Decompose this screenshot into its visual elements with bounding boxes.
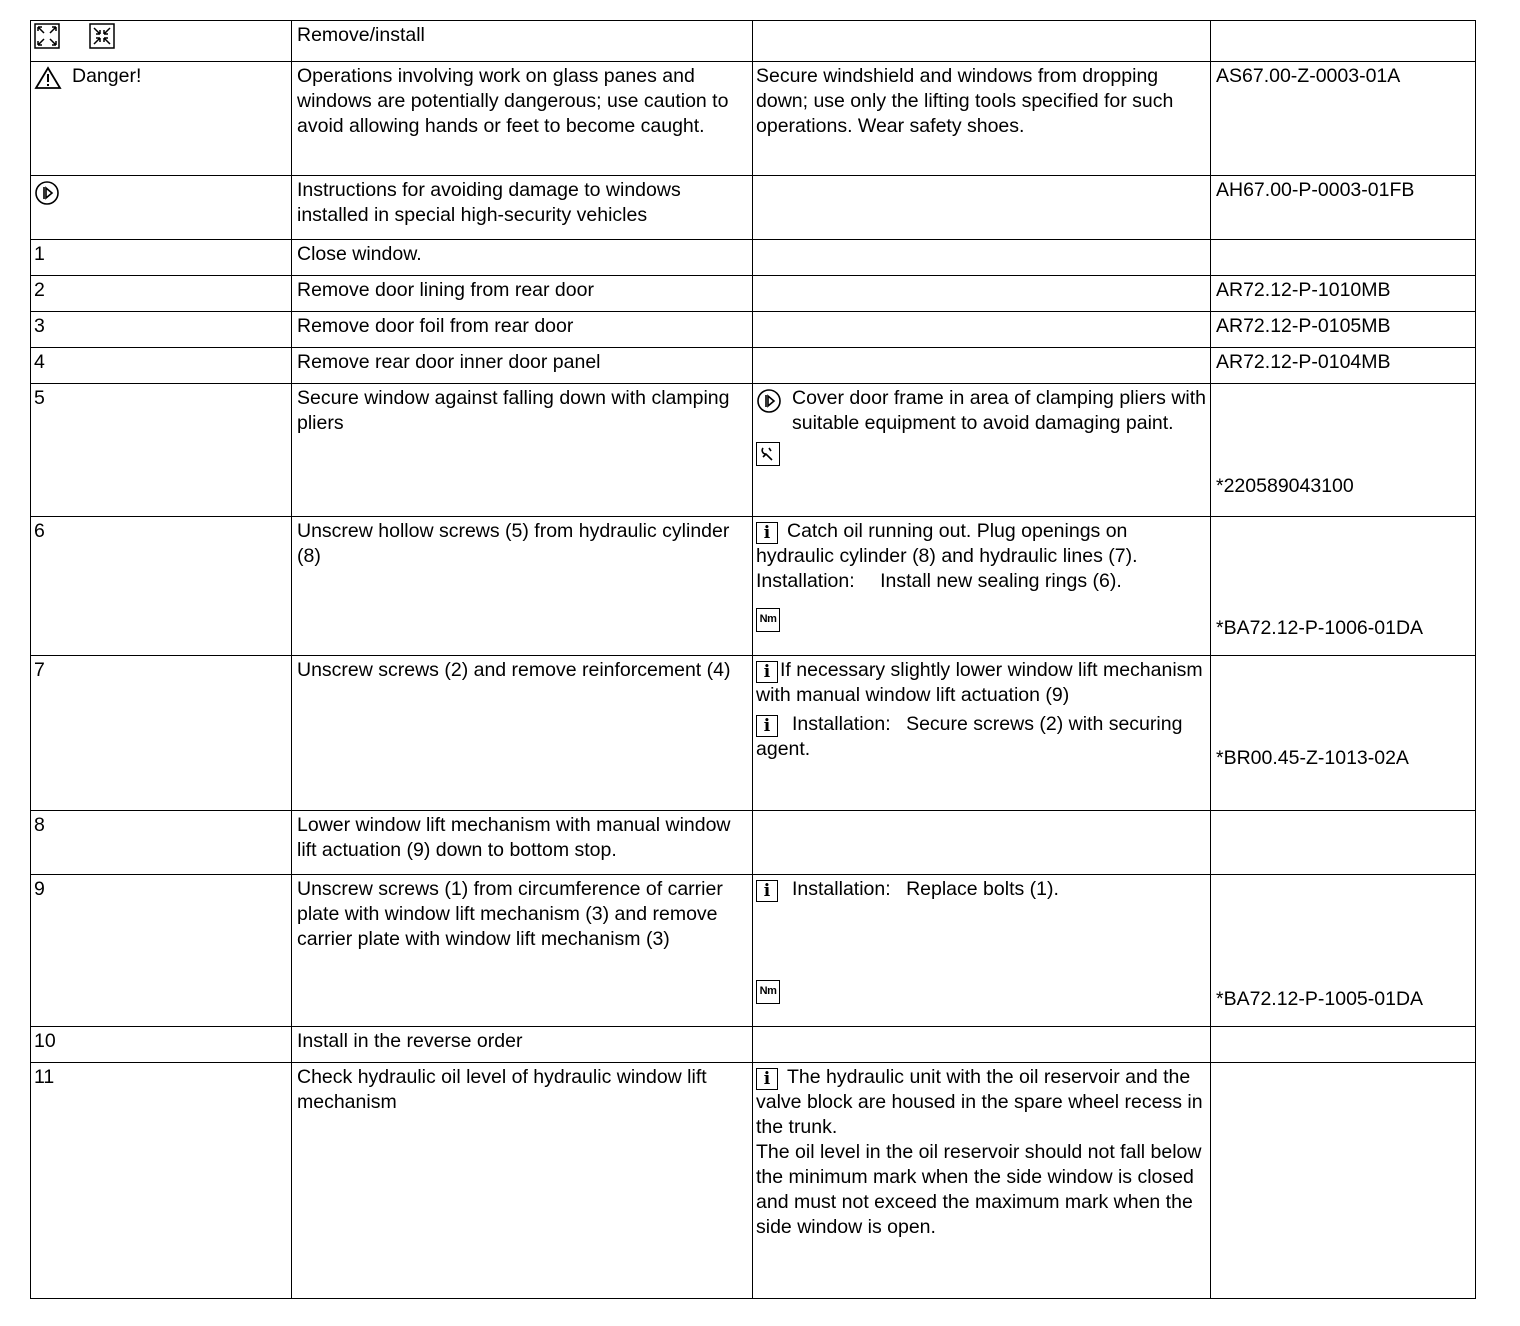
step-ref <box>1211 1027 1476 1063</box>
step-note: The hydraulic unit with the oil reservoir and the valve block are housed in the spare wheel recess in the trunk. <box>756 1066 1203 1138</box>
caution-notice-icon <box>756 388 782 414</box>
info-icon: i <box>756 1068 778 1090</box>
danger-ref: AS67.00-Z-0003-01A <box>1211 62 1476 176</box>
install-symbol-icon <box>89 23 115 49</box>
step-text: Check hydraulic oil level of hydraulic window lift mechanism <box>292 1063 753 1299</box>
remove-symbol-icon <box>34 23 60 49</box>
table-row <box>31 384 1476 517</box>
step-number: 2 <box>31 276 292 312</box>
step-text: Unscrew hollow screws (5) from hydraulic cylinder (8) <box>292 517 753 656</box>
notice-text: Instructions for avoiding damage to windows installed in special high-security vehicles <box>292 176 753 240</box>
installation-note: Secure screws (2) with securing agent. <box>756 713 1183 760</box>
table-row <box>31 875 1476 1027</box>
danger-note: Secure windshield and windows from dropping down; use only the lifting tools specified for such operations. Wear safety shoes. <box>753 62 1211 176</box>
step-number: 9 <box>31 875 292 1027</box>
info-icon: i <box>756 715 778 737</box>
installation-label: Installation: <box>756 570 855 592</box>
torque-icon: Nm <box>756 608 780 632</box>
step-text: Install in the reverse order <box>292 1027 753 1063</box>
table-row <box>31 811 1476 875</box>
special-tool-icon <box>756 442 780 466</box>
step-text: Lower window lift mechanism with manual window lift actuation (9) down to bottom stop. <box>292 811 753 875</box>
table-row <box>31 312 1476 348</box>
info-icon: i <box>756 661 778 683</box>
step-ref <box>1211 811 1476 875</box>
danger-label: Danger! <box>72 65 142 87</box>
step-ref: *BR00.45-Z-1013-02A <box>1211 656 1476 811</box>
step-number: 10 <box>31 1027 292 1063</box>
step-ref <box>1211 1063 1476 1299</box>
warning-icon <box>34 66 62 90</box>
caution-notice-icon <box>34 180 60 206</box>
step-ref <box>1211 240 1476 276</box>
step-number: 11 <box>31 1063 292 1299</box>
step-ref: *220589043100 <box>1211 384 1476 517</box>
table-row <box>31 517 1476 656</box>
installation-label: Installation: <box>792 713 891 735</box>
torque-icon: Nm <box>756 980 780 1004</box>
installation-note: Install new sealing rings (6). <box>880 570 1122 592</box>
step-number: 6 <box>31 517 292 656</box>
step-number: 3 <box>31 312 292 348</box>
step-note-detail: The oil level in the oil reservoir should not fall below the minimum mark when the side window is closed and must not exceed the maximum mark when the side window is open. <box>756 1141 1202 1238</box>
table-row <box>31 276 1476 312</box>
table-row <box>31 176 1476 240</box>
table-row <box>31 1027 1476 1063</box>
table-row <box>31 656 1476 811</box>
step-number: 1 <box>31 240 292 276</box>
step-note: Cover door frame in area of clamping pliers with suitable equipment to avoid damaging paint. <box>792 387 1207 434</box>
installation-note: Replace bolts (1). <box>906 878 1059 900</box>
danger-text: Operations involving work on glass panes and windows are potentially dangerous; use caution to avoid allowing hands or feet to become caught. <box>292 62 753 176</box>
table-row <box>31 240 1476 276</box>
table-row <box>31 348 1476 384</box>
step-number: 8 <box>31 811 292 875</box>
step-note: If necessary slightly lower window lift mechanism with manual window lift actuation (9) <box>756 659 1203 706</box>
step-ref: *BA72.12-P-1006-01DA <box>1211 517 1476 656</box>
installation-label: Installation: <box>792 878 891 900</box>
symbol-cell <box>31 21 292 62</box>
table-row <box>31 62 1476 176</box>
table-row <box>31 21 1476 62</box>
step-text: Unscrew screws (2) and remove reinforcement (4) <box>292 656 753 811</box>
step-text: Remove door foil from rear door <box>292 312 753 348</box>
notice-ref: AH67.00-P-0003-01FB <box>1211 176 1476 240</box>
step-note: Catch oil running out. Plug openings on hydraulic cylinder (8) and hydraulic lines (7). <box>756 520 1138 567</box>
procedure-table <box>30 20 1476 1299</box>
step-text: Remove door lining from rear door <box>292 276 753 312</box>
step-ref: AR72.12-P-0104MB <box>1211 348 1476 384</box>
step-number: 4 <box>31 348 292 384</box>
step-text: Close window. <box>292 240 753 276</box>
step-number: 5 <box>31 384 292 517</box>
info-icon: i <box>756 522 778 544</box>
step-text: Unscrew screws (1) from circumference of carrier plate with window lift mechanism (3) and remove carrier plate with window lift mechanism (3) <box>292 875 753 1027</box>
info-icon: i <box>756 880 778 902</box>
step-text: Secure window against falling down with clamping pliers <box>292 384 753 517</box>
step-text: Remove rear door inner door panel <box>292 348 753 384</box>
table-row <box>31 1063 1476 1299</box>
header-title: Remove/install <box>292 21 753 62</box>
step-ref: AR72.12-P-1010MB <box>1211 276 1476 312</box>
step-ref: AR72.12-P-0105MB <box>1211 312 1476 348</box>
step-number: 7 <box>31 656 292 811</box>
step-ref: *BA72.12-P-1005-01DA <box>1211 875 1476 1027</box>
